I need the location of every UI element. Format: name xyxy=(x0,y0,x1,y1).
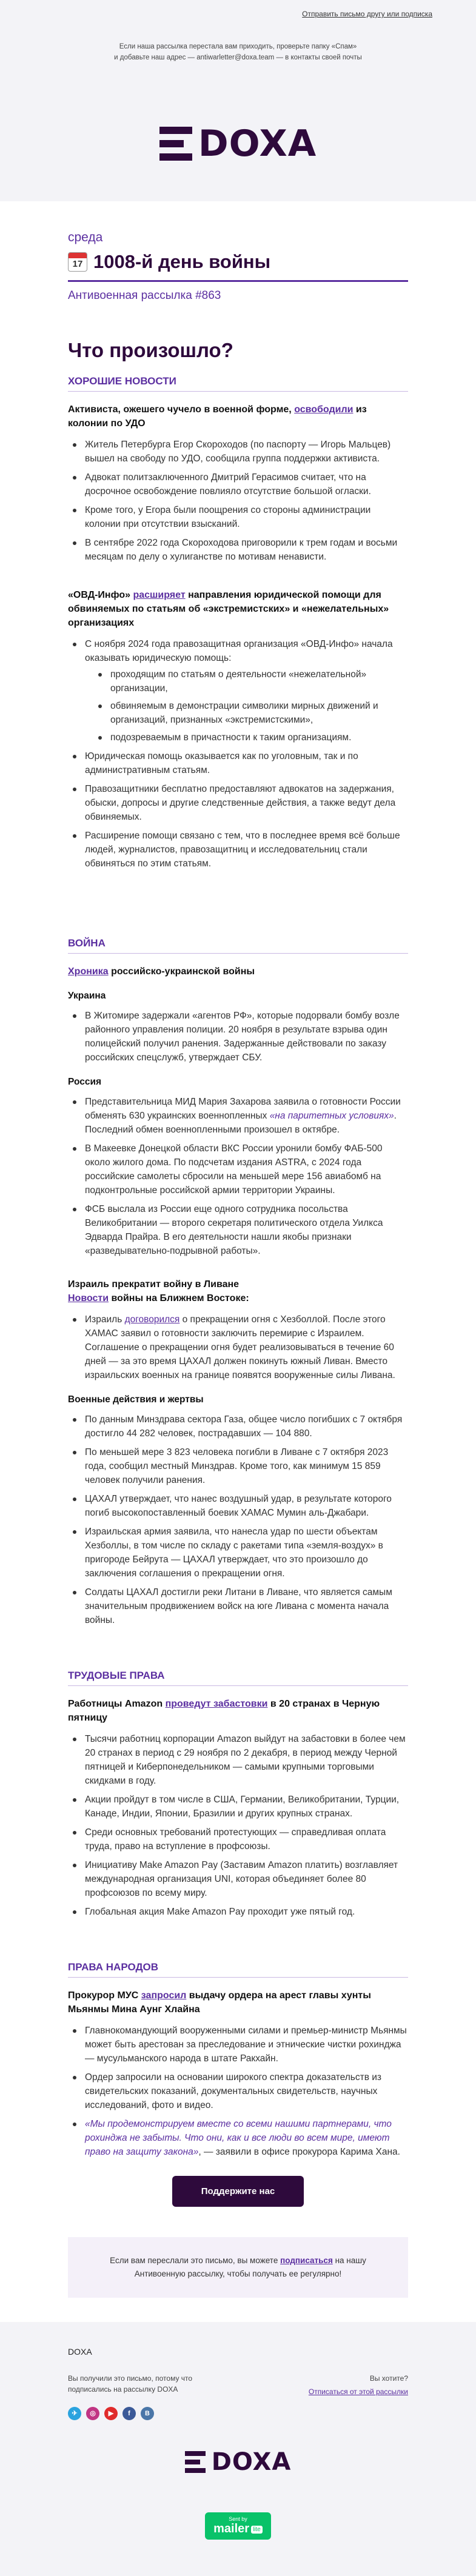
calendar-icon: 17 xyxy=(68,252,87,272)
doxa-logo-mark-icon xyxy=(159,127,192,161)
footer-reason-line-2: подписались на рассылку DOXA xyxy=(68,2385,178,2394)
page-title xyxy=(68,251,408,273)
list-item: Житель Петербурга Егор Скороходов (по паспорту — Игорь Мальцев) вышел на свободу по УДО, сообщила группа поддержки активиста. xyxy=(68,438,408,466)
vk-icon[interactable]: В xyxy=(141,2407,154,2420)
story-list xyxy=(68,1095,408,1258)
list-item: ЦАХАЛ утверждает, что нанес воздушный удар, в результате которого погиб высокопоставленный боевик ХАМАС Мумин аль-Джабари. xyxy=(68,1492,408,1520)
subsection-ukraine: Украина xyxy=(68,991,106,1001)
mailerlite-badge-wrap xyxy=(0,2512,476,2576)
list-item: Израильская армия заявила, что нанесла удар по шести объектам Хезболлы, в том числе по складу с ракетами типа «земля-воздух» в пригороде Бейрута — ЦАХАЛ утверждает, что это произошло до заключения соглашения о прекращении огня. xyxy=(68,1525,408,1581)
list-item: Адвокат политзаключенного Дмитрий Герасимов считает, что на досрочное освобождение повлияло отсутствие большой огласки. xyxy=(68,470,408,498)
mailerlite-small-text: Sent by xyxy=(229,2516,247,2522)
section-labor-rights: ТРУДОВЫЕ ПРАВА xyxy=(68,1670,408,1686)
list-item: В Макеевке Донецкой области ВКС России уронили бомбу ФАБ-500 около жилого дома. По подсчетам издания ASTRA, с 2024 года российские самолеты сбросили на меньшей мере 156 авиабомб на подконтрольные российской армии территории Украины. xyxy=(68,1142,408,1197)
list-item: проходящим по статьям о деятельности «нежелательной» организации, xyxy=(85,667,408,695)
list-item: Представительница МИД Мария Захарова заявила о готовности России обменять 630 украинских военнопленных «на паритетных условиях». Последний обмен военнопленными произошел в октябре. xyxy=(68,1095,408,1137)
social-links xyxy=(68,2407,192,2420)
list-item: В сентябре 2022 года Скороходова приговорили к трем годам и восьми месяцам по делу о хулиганстве по мотивам ненависти. xyxy=(68,536,408,564)
facebook-icon[interactable]: f xyxy=(122,2407,136,2420)
story-headline: Прокурор МУС запросил выдачу ордера на арест главы хунты Мьянмы Мина Аунг Хлайна xyxy=(68,1990,371,2015)
list-item: Правозащитники бесплатно предоставляют адвокатов на задержания, обыски, допросы и другие следственные действия, а также ведут дела обвиняемых. xyxy=(68,782,408,824)
story-list xyxy=(68,2024,408,2159)
chronicle-link[interactable]: Хроника xyxy=(68,966,109,977)
mailerlite-badge[interactable] xyxy=(205,2512,271,2540)
support-button-wrap xyxy=(68,2176,408,2207)
notice-line-1: Если наша рассылка перестала вам приходить, проверьте папку «Спам» xyxy=(119,43,357,50)
list-item: Ордер запросили на основании широкого спектра доказательств из свидетельских показаний, документальных свидетельств, научных исследований, фото и видео. xyxy=(68,2070,408,2112)
telegram-icon[interactable]: ✈ xyxy=(68,2407,81,2420)
page-title-text: 1008-й день войны xyxy=(93,251,271,272)
footer-left xyxy=(68,2346,192,2420)
list-item: Израиль договорился о прекращении огня с Хезболлой. После этого ХАМАС заявил о готовности заключить перемирие с Израилем. Соглашение о прекращении огня будет реализовываться в течение 60 дней — за это время ЦАХАЛ должен покинуть южный Ливан. Вместо израильских военных на границе появятся вооруженные силы Ливана. xyxy=(68,1313,408,1382)
what-happened-heading: Что произошло? xyxy=(68,339,233,361)
story-headline: Израиль прекратит войну в Ливане xyxy=(68,1279,240,1290)
story-list xyxy=(68,1413,408,1627)
story-list xyxy=(68,438,408,564)
instagram-icon[interactable]: ◎ xyxy=(86,2407,99,2420)
list-item: Глобальная акция Make Amazon Pay проходит уже пятый год. xyxy=(68,1905,408,1919)
newsletter-body xyxy=(0,201,476,2322)
weekday: среда xyxy=(68,230,103,244)
title-divider xyxy=(68,280,408,282)
list-item: По данным Минздрава сектора Газа, общее число погибших с 7 октября достигло 44 282 человек, пострадавших — 104 880. xyxy=(68,1413,408,1440)
subsection-russia: Россия xyxy=(68,1077,102,1087)
footer-logo xyxy=(0,2448,476,2476)
story-headline: Активиста, ожешего чучело в военной форме, освободили из колонии по УДО xyxy=(68,404,367,429)
list-item: Среди основных требований протестующих — справедливая оплата труда, право на вступление в профсоюзы. xyxy=(68,1825,408,1853)
unsubscribe-link[interactable]: Отписаться от этой рассылки xyxy=(308,2387,408,2396)
list-item: Акции пройдут в том числе в США, Германии, Великобритании, Турции, Канаде, Индии, Японии, Бразилии и других крупных странах. xyxy=(68,1793,408,1821)
subscribe-prompt: Если вам переслали это письмо, вы можете подписаться на нашу Антивоенную рассылку, чтобы получать ее регулярно! xyxy=(68,2237,408,2298)
story-link[interactable]: проведут забастовки xyxy=(165,1699,268,1709)
list-item: Тысячи работниц корпорации Amazon выйдут на забастовки в более чем 20 странах в период с 29 ноября по 2 декабря, в период между Черной пятницей и Киберпонедельником — самыми крупными торговыми скидками в году. xyxy=(68,1732,408,1788)
story-headline: Хроника российско-украинской войны xyxy=(68,966,255,977)
list-item: Расширение помощи связано с тем, что в последнее время всё больше людей, журналистов, правозащитниц и исследовательниц стали обвиняться по этим статьям. xyxy=(68,829,408,871)
header-brand xyxy=(0,63,476,165)
story-link[interactable]: запросил xyxy=(141,1990,187,2001)
middle-east-news-link[interactable]: Новости xyxy=(68,1293,109,1303)
doxa-logo-text: DOXA xyxy=(211,2448,292,2476)
list-item: ФСБ выслала из России еще одного сотрудника посольства Великобритании — второго секретаря политического отдела Уилкса Эдварда Прайра. В его деятельности нашли якобы признаки «разведывательно-подрывной работы». xyxy=(68,1202,408,1258)
doxa-logo-mark-icon xyxy=(185,2451,206,2473)
doxa-logo-text: DOXA xyxy=(198,122,317,165)
list-item: подозреваемым в причастности к таким организациям. xyxy=(85,731,408,744)
forward-or-subscribe-link[interactable]: Отправить письмо другу или подписка xyxy=(302,10,432,18)
doxa-logo[interactable] xyxy=(159,122,317,165)
section-war: ВОЙНА xyxy=(68,937,408,954)
story-list xyxy=(68,1313,408,1382)
story-link[interactable]: договорился xyxy=(124,1314,180,1325)
story-headline: «ОВД-Инфо» расширяет направления юридической помощи для обвиняемых по статьям об «экстремистских» и «нежелательных» организациях xyxy=(68,590,389,628)
footer-question: Вы хотите? xyxy=(369,2374,408,2383)
section-peoples-rights: ПРАВА НАРОДОВ xyxy=(68,1961,408,1978)
section-good-news: ХОРОШИЕ НОВОСТИ xyxy=(68,375,408,392)
spam-notice xyxy=(0,19,476,63)
story-headline: Новости войны на Ближнем Востоке: xyxy=(68,1293,249,1303)
mailerlite-pill: lite xyxy=(251,2526,263,2534)
top-bar xyxy=(0,0,476,19)
list-item: обвиняемым в демонстрации символики мирных движений и организаций, признанных «экстремистскими», xyxy=(85,699,408,727)
list-item: Инициативу Make Amazon Pay (Заставим Amazon платить) возглавляет международная организация UNI, которая объединяет более 80 профсоюзов по всему миру. xyxy=(68,1858,408,1900)
footer-right xyxy=(309,2346,408,2398)
footer-brand: DOXA xyxy=(68,2347,92,2357)
mailerlite-big-text: mailer xyxy=(213,2522,250,2535)
youtube-icon[interactable]: ▶ xyxy=(104,2407,118,2420)
story-link[interactable]: освободили xyxy=(294,404,354,415)
list-item: Главнокомандующий вооруженными силами и премьер-министр Мьянмы может быть арестован за преследование и этнические чистки рохинджа — мусульманского народа в штате Ракхайн. xyxy=(68,2024,408,2066)
list-item: По меньшей мере 3 823 человека погибли в Ливане с 7 октября 2023 года, сообщил местный Минздрав. Кроме того, как минимум 15 859 человек получили ранения. xyxy=(68,1445,408,1487)
support-us-button[interactable]: Поддержите нас xyxy=(172,2176,304,2207)
list-item: «Мы продемонстрируем вместе со всеми нашими партнерами, что рохинджа не забыты. Что они, как и все люди во всем мире, имеют право на защиту закона», — заявили в офисе прокурора Карима Хана. xyxy=(68,2117,408,2159)
list-item: В Житомире задержали «агентов РФ», которые подорвали бомбу возле районного управления полиции. 20 ноября в результате взрыва один полицейский получил ранения. Задержанные действовали по заказу российских спецслужб, утверждает СБУ. xyxy=(68,1009,408,1065)
story-link[interactable]: расширяет xyxy=(133,590,186,600)
notice-line-2: и добавьте наш адрес — antiwarletter@doxa.team — в контакты своей почты xyxy=(114,54,362,61)
newsletter-issue: Антивоенная рассылка #863 xyxy=(68,289,221,302)
story-headline: Работницы Amazon проведут забастовки в 20 странах в Черную пятницу xyxy=(68,1699,380,1723)
list-item: С ноября 2024 года правозащитная организация «ОВД-Инфо» начала оказывать юридическую помощь: проходящим по статьям о деятельности «нежелательной» организации, обвиняемым в демонстрации символики мирных движений и организаций, признанных «экстремистскими», подозреваемым в причастности к таким организациям. xyxy=(68,637,408,744)
doxa-logo[interactable] xyxy=(185,2448,292,2476)
sub-list xyxy=(85,667,408,744)
story-list xyxy=(68,1732,408,1919)
subscribe-link[interactable]: подписаться xyxy=(280,2256,333,2265)
list-item: Юридическая помощь оказывается как по уголовным, так и по административным статьям. xyxy=(68,749,408,777)
list-item: Кроме того, у Егора были поощрения со стороны администрации колонии при отсутствии взысканий. xyxy=(68,503,408,531)
story-list xyxy=(68,1009,408,1065)
footer xyxy=(0,2322,476,2420)
list-item: Солдаты ЦАХАЛ достигли реки Литани в Ливане, что является самым значительным продвижением войск на юге Ливана с момента начала войны. xyxy=(68,1585,408,1627)
footer-reason-line-1: Вы получили это письмо, потому что xyxy=(68,2374,193,2383)
subsection-casualties: Военные действия и жертвы xyxy=(68,1394,204,1405)
story-list xyxy=(68,637,408,871)
